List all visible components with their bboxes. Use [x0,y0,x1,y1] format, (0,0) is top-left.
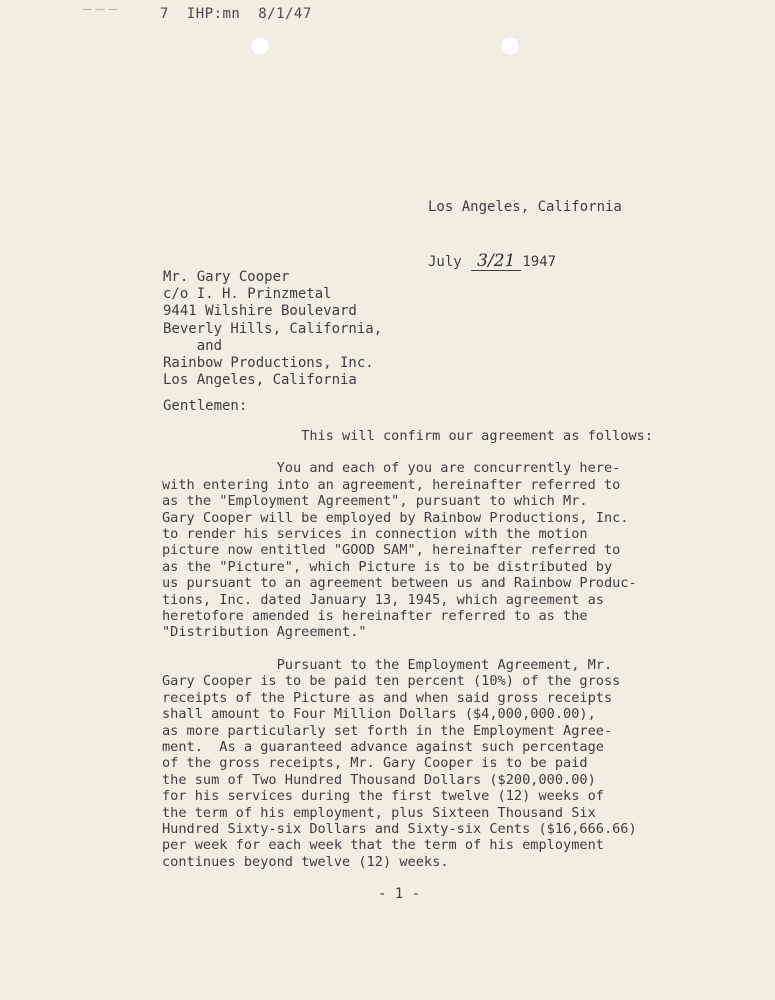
paragraph-line: picture now entitled "GOOD SAM", hereinafter referred to [162,542,621,559]
paragraph-line: You and each of you are concurrently here- [162,460,621,477]
paragraph-gap [162,444,722,460]
reference-line: 7 IHP:mn 8/1/47 [160,6,312,22]
page-number: - 1 - [378,886,421,902]
paragraph [162,428,722,444]
paragraph-line: us pursuant to an agreement between us and Rainbow Produc- [162,575,637,592]
paragraph-line: Gary Cooper is to be paid ten percent (10%) of the gross [162,673,621,690]
dateline [428,162,622,307]
paragraph-line: shall amount to Four Million Dollars ($4,000,000.00), [162,706,596,723]
address-line: Mr. Gary Cooper [163,269,290,285]
paragraph-line: heretofore amended is hereinafter referred to as the [162,608,588,625]
paragraph-line: of the gross receipts, Mr. Gary Cooper is to be paid [162,755,588,772]
pencil-mark: — — — [82,4,119,15]
paragraph-line: per week for each week that the term of his employment [162,837,604,854]
salutation: Gentlemen: [163,398,248,414]
paragraph-line: Gary Cooper will be employed by Rainbow Productions, Inc. [162,509,629,526]
dateline-city: Los Angeles, California [428,199,622,215]
paragraph-line: Pursuant to the Employment Agreement, Mr. [162,656,613,673]
dateline-date [428,252,622,271]
binder-hole-right [500,36,520,56]
date-month: July [428,254,462,270]
paragraph-line: This will confirm our agreement as follows: [162,428,654,444]
paragraph-line: as the "Employment Agreement", pursuant to which Mr. [162,493,588,510]
inside-address [163,269,382,389]
paragraph-line: the term of his employment, plus Sixteen Thousand Six [162,804,596,821]
address-line: and [163,337,223,354]
paragraph-line: as more particularly set forth in the Employment Agree- [162,722,613,739]
paragraph-line: "Distribution Agreement." [162,624,367,641]
paragraph-line: continues beyond twelve (12) weeks. [162,853,449,870]
paragraph-line: receipts of the Picture as and when said gross receipts [162,689,613,706]
paragraph [162,657,722,870]
paragraph-line: to render his services in connection with the motion [162,526,588,543]
address-line: Beverly Hills, California, [163,320,383,337]
address-line: 9441 Wilshire Boulevard [163,303,357,320]
paragraph-line: the sum of Two Hundred Thousand Dollars ($200,000.00) [162,771,596,788]
date-day-handwritten: 3/21 [471,252,521,271]
paragraph [162,460,722,640]
paragraph-line: ment. As a guaranteed advance against such percentage [162,738,604,755]
binder-hole-left [250,36,270,56]
address-line: Los Angeles, California [163,372,357,389]
paragraph-line: as the "Picture", which Picture is to be distributed by [162,558,613,575]
address-line: c/o I. H. Prinzmetal [163,286,332,303]
paragraph-gap [162,641,722,657]
letter-body [162,428,722,870]
paragraph-line: for his services during the first twelve (12) weeks of [162,788,604,805]
paragraph-line: with entering into an agreement, hereinafter referred to [162,476,621,493]
date-year: 1947 [522,254,557,270]
paragraph-line: Hundred Sixty-six Dollars and Sixty-six Cents ($16,666.66) [162,820,637,837]
address-line: Rainbow Productions, Inc. [163,355,374,372]
paragraph-line: tions, Inc. dated January 13, 1945, which agreement as [162,591,604,608]
